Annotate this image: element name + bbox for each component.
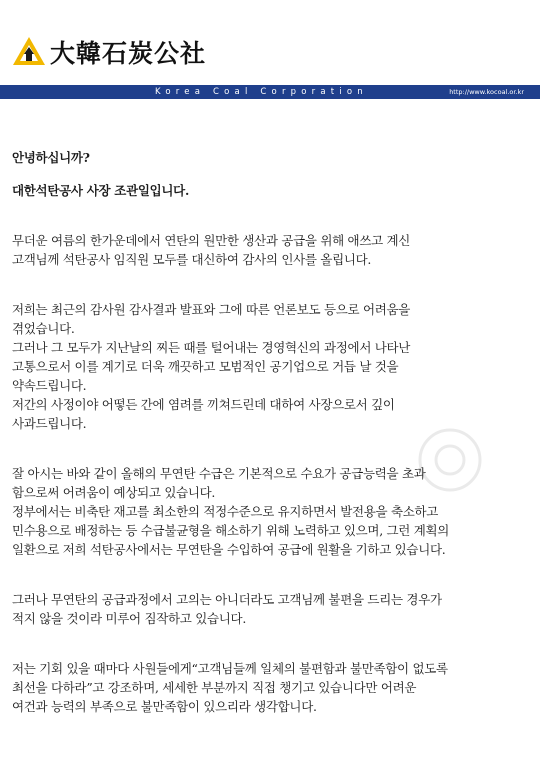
company-url: http://www.kocoal.or.kr bbox=[449, 88, 524, 96]
letterhead bbox=[0, 0, 540, 100]
paragraph-line: 저는 기회 있을 때마다 사원들에게“고객님들께 일체의 불편함과 불만족함이 없도록 bbox=[12, 661, 448, 676]
paragraph-line: 고통으로서 이를 계기로 더욱 깨끗하고 모범적인 공기업으로 거듭 날 것을 bbox=[12, 359, 399, 374]
paragraph-line: 여건과 능력의 부족으로 불만족함이 있으리라 생각합니다. bbox=[12, 699, 317, 714]
paragraph-line: 함으로써 어려움이 예상되고 있습니다. bbox=[12, 485, 216, 500]
signer-intro: 대한석탄공사 사장 조관일입니다. bbox=[12, 183, 190, 198]
company-logo-icon bbox=[12, 36, 46, 66]
paragraph-supply bbox=[12, 464, 532, 559]
paragraph-line: 약속드립니다. bbox=[12, 378, 87, 393]
paragraph-line: 그러나 무연탄의 공급과정에서 고의는 아니더라도 고객님께 불편을 드리는 경우가 bbox=[12, 592, 442, 607]
paragraph-line: 저간의 사정이야 어떻든 간에 염려를 끼쳐드린데 대하여 사장으로서 깊이 bbox=[12, 397, 395, 412]
company-logo-text: 大韓石炭公社 bbox=[50, 39, 207, 68]
paragraph-line: 적지 않을 것이라 미루어 짐작하고 있습니다. bbox=[12, 611, 246, 626]
paragraph-line: 일환으로 저희 석탄공사에서는 무연탄을 수입하여 공급에 원활을 기하고 있습니다. bbox=[12, 542, 446, 557]
paragraph-commitment bbox=[12, 659, 532, 716]
letterhead-band bbox=[0, 85, 540, 99]
company-english-name: Korea Coal Corporation bbox=[155, 87, 368, 97]
paragraph-apology bbox=[12, 300, 532, 433]
paragraph-thanks bbox=[12, 231, 532, 269]
paragraph-line: 겪었습니다. bbox=[12, 321, 75, 336]
paragraph-line: 고객님께 석탄공사 임직원 모두를 대신하여 감사의 인사를 올립니다. bbox=[12, 252, 372, 267]
greeting: 안녕하십니까? bbox=[12, 150, 90, 165]
paragraph-line: 잘 아시는 바와 같이 올해의 무연탄 수급은 기본적으로 수요가 공급능력을 초과 bbox=[12, 466, 426, 481]
paragraph-inconvenience bbox=[12, 590, 532, 628]
letter-body bbox=[12, 148, 532, 716]
paragraph-line: 사과드립니다. bbox=[12, 416, 87, 431]
paragraph-line: 무더운 여름의 한가운데에서 연탄의 원만한 생산과 공급을 위해 애쓰고 계신 bbox=[12, 233, 411, 248]
paragraph-line: 그러나 그 모두가 지난날의 찌든 때를 털어내는 경영혁신의 과정에서 나타난 bbox=[12, 340, 411, 355]
paragraph-line: 민수용으로 배정하는 등 수급불균형을 해소하기 위해 노력하고 있으며, 그런 계획의 bbox=[12, 523, 450, 538]
paragraph-line: 최선을 다하라”고 강조하며, 세세한 부분까지 직접 챙기고 있습니다만 어려운 bbox=[12, 680, 417, 695]
paragraph-line: 정부에서는 비축탄 재고를 최소한의 적정수준으로 유지하면서 발전용을 축소하고 bbox=[12, 504, 439, 519]
paragraph-line: 저희는 최근의 감사원 감사결과 발표와 그에 따른 언론보도 등으로 어려움을 bbox=[12, 302, 411, 317]
